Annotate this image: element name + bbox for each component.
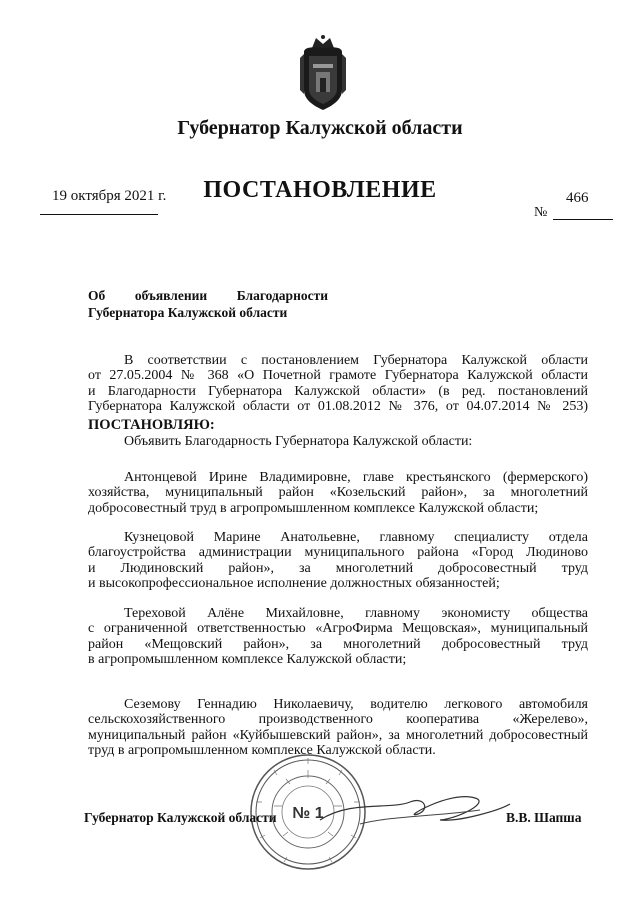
subject-line: Губернатора Калужской области	[88, 305, 288, 320]
text-line: сельскохозяйственного производственного кооператива «Жерелево»,	[88, 712, 588, 728]
text-line: район «Мещовский район», за многолетний добросовестный труд	[88, 636, 588, 652]
text-line: хозяйства, муниципальный район «Козельский район», за многолетний	[88, 485, 588, 501]
text-line: Сеземову Геннадию Николаевичу, водителю легкового автомобиля	[124, 697, 588, 712]
stamp-number: № 1	[292, 805, 324, 822]
document-number: 466	[566, 190, 589, 206]
text-line: Губернатора Калужской области от 01.08.2012 № 376, от 04.07.2014 № 253)	[88, 399, 588, 415]
text-line: муниципальный район «Куйбышевский район», за многолетний добросовестный	[88, 727, 588, 743]
text-line: Тереховой Алёне Михайловне, главному экономисту общества	[124, 606, 588, 621]
award-item	[88, 697, 588, 759]
subject-word: Об	[88, 288, 106, 303]
announcement-line: Объявить Благодарность Губернатора Калужской области:	[124, 434, 473, 449]
subject-word: Благодарности	[236, 288, 328, 303]
award-item	[88, 470, 588, 516]
text-line: Антонцевой Ирине Владимировне, главе крестьянского (фермерского)	[124, 470, 588, 485]
document-subject	[88, 287, 328, 321]
text-line: в агропромышленном комплексе Калужской области;	[88, 652, 407, 668]
text-line: и высокопрофессиональное исполнение должностных обязанностей;	[88, 576, 500, 592]
text-line: Кузнецовой Марине Анатольевне, главному специалисту отдела	[124, 530, 588, 545]
text-line: благоустройства администрации муниципального района «Город Людиново	[88, 545, 588, 561]
number-sign: №	[534, 205, 548, 220]
text-line: В соответствии с постановлением Губернатора Калужской области	[124, 353, 588, 368]
document-type-title: ПОСТАНОВЛЕНИЕ	[203, 177, 437, 203]
text-line: добросовестный труд в агропромышленном комплексе Калужской области;	[88, 500, 539, 516]
text-line: труд в агропромышленном комплексе Калужской области.	[88, 743, 436, 759]
signatory-title: Губернатор Калужской области	[84, 810, 277, 825]
coat-of-arms-emblem	[298, 34, 348, 112]
text-line: от 27.05.2004 № 368 «О Почетной грамоте Губернатора Калужской области	[88, 368, 588, 384]
text-line: с ограниченной ответственностью «АгроФирма Мещовская», муниципальный	[88, 621, 588, 637]
date-underline	[40, 214, 158, 215]
issuing-authority: Губернатор Калужской области	[177, 117, 463, 139]
document-date: 19 октября 2021 г.	[52, 188, 167, 204]
subject-word: объявлении	[134, 288, 208, 303]
award-item	[88, 530, 588, 592]
text-line: и Благодарности Губернатора Калужской области» (в ред. постановлений	[88, 383, 588, 399]
text-line: и Людиновский район», за многолетний добросовестный труд	[88, 560, 588, 576]
decree-word: ПОСТАНОВЛЯЮ:	[88, 417, 215, 433]
award-item	[88, 606, 588, 668]
number-underline	[553, 219, 613, 220]
handwritten-signature	[300, 780, 520, 840]
signatory-name: В.В. Шапша	[506, 810, 582, 825]
preamble-paragraph	[88, 353, 588, 415]
